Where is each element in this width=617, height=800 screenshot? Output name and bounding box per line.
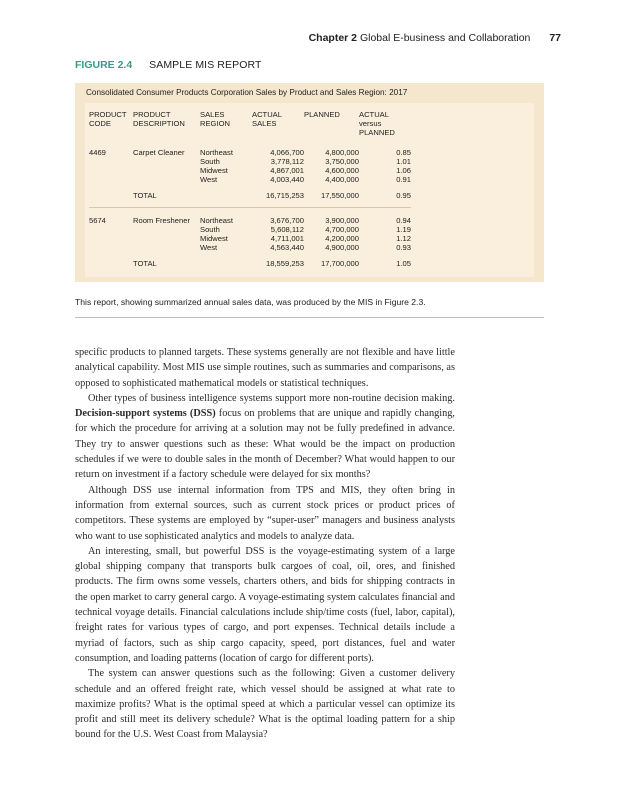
page-number: 77	[549, 32, 561, 44]
figure-caption: This report, showing summarized annual sales data, was produced by the MIS in Figure 2.3.	[75, 297, 426, 307]
product-code: 4469	[89, 148, 106, 157]
ratio-cell: 0.94	[396, 216, 411, 225]
actual-cell: 5,608,112	[270, 225, 304, 234]
planned-cell: 4,900,000	[325, 243, 359, 252]
table-row	[89, 234, 411, 243]
region-cell: West	[200, 175, 218, 184]
col-header-ratio: ACTUAL versus PLANNED	[359, 110, 395, 137]
ratio-cell: 1.01	[396, 157, 411, 166]
ratio-cell: 1.19	[396, 225, 411, 234]
paragraph: An interesting, small, but powerful DSS is the voyage-estimating system of a large global shipping company that transports bulk cargoes of coal, oil, ores, and finished products. The firm owns some vessels, charters others, and bids for shipping contracts in the open market to carry general cargo. A voyage-estimating system calculates financial and technical voyage details. Financial calculations include ship/time costs (fuel, labor, capital), freight rates for various types of cargo, and port expenses. Technical details include a myriad of factors, such as ship cargo capacity, speed, port distances, fuel and water consumption, and loading patterns (location of cargo for different ports).	[75, 545, 455, 664]
report-title: Consolidated Consumer Products Corporation Sales by Product and Sales Region: 2017	[86, 88, 408, 97]
table-row	[89, 157, 411, 166]
ratio-cell: 1.12	[396, 234, 411, 243]
table-row	[89, 175, 411, 184]
table-row	[89, 225, 411, 234]
planned-cell: 4,200,000	[325, 234, 359, 243]
col-header-description: PRODUCT DESCRIPTION	[133, 110, 185, 128]
chapter-title: Global E-business and Collaboration	[359, 32, 531, 44]
col-header-actual: ACTUAL SALES	[252, 110, 282, 128]
actual-cell: 4,711,001	[270, 234, 304, 243]
ratio-cell: 0.91	[396, 175, 411, 184]
paragraph: Other types of business intelligence systems support more non-routine decision making. Decision-support systems (DSS) focus on problems that are unique and rapidly changing, for which the procedure for arriving at a solution may not be fully predefined in advance. They try to answer questions such as these: What would be the impact on production schedules if we were to double sales in the month of December? What would happen to our return on investment if a factory schedule were delayed for six months?	[75, 392, 455, 481]
paragraph: The system can answer questions such as the following: Given a customer delivery schedule and an offered freight rate, which vessel should be assigned at what rate to maximize profits? What is the optimal speed at which a particular vessel can optimize its profit and still meet its delivery schedule? What is the optimal loading pattern for a ship bound for the U.S. West Coast from Malaysia?	[75, 668, 455, 741]
region-cell: South	[200, 157, 220, 166]
table-row	[89, 148, 411, 157]
product-description: Room Freshener	[133, 216, 190, 225]
total-row	[89, 259, 411, 268]
paragraph: Although DSS use internal information from TPS and MIS, they often bring in information from external sources, such as current stock prices or product prices of competitors. These systems are employed by “super-user” managers and business analysts who want to use sophisticated analytics and models to analyze data.	[75, 484, 455, 542]
actual-cell: 4,003,440	[270, 175, 304, 184]
body-text	[75, 345, 455, 743]
total-row	[89, 191, 411, 200]
total-label: TOTAL	[133, 259, 157, 268]
table-row	[89, 243, 411, 252]
figure-name: SAMPLE MIS REPORT	[149, 59, 262, 71]
planned-cell: 3,900,000	[325, 216, 359, 225]
chapter-label: Chapter 2	[308, 32, 358, 44]
col-header-planned: PLANNED	[304, 110, 340, 119]
actual-cell: 3,778,112	[270, 157, 304, 166]
region-cell: Northeast	[200, 216, 233, 225]
planned-cell: 4,400,000	[325, 175, 359, 184]
table-header-row	[89, 110, 411, 137]
region-cell: Midwest	[200, 166, 228, 175]
product-description: Carpet Cleaner	[133, 148, 185, 157]
ratio-cell: 1.06	[396, 166, 411, 175]
mis-report	[75, 83, 544, 282]
figure-number: FIGURE 2.4	[75, 59, 133, 71]
sales-table	[89, 110, 411, 268]
total-actual: 16,715,253	[265, 191, 304, 200]
key-term: Decision-support systems (DSS)	[75, 408, 216, 420]
actual-cell: 4,867,001	[270, 166, 304, 175]
planned-cell: 4,700,000	[325, 225, 359, 234]
actual-cell: 3,676,700	[270, 216, 304, 225]
total-planned: 17,700,000	[320, 259, 359, 268]
figure-divider	[75, 317, 544, 318]
col-header-code: PRODUCT CODE	[89, 110, 127, 128]
total-ratio: 0.95	[396, 191, 411, 200]
total-actual: 18,559,253	[265, 259, 304, 268]
figure-title	[75, 59, 261, 71]
total-ratio: 1.05	[396, 259, 411, 268]
product-code: 5674	[89, 216, 106, 225]
ratio-cell: 0.93	[396, 243, 411, 252]
total-planned: 17,550,000	[320, 191, 359, 200]
region-cell: South	[200, 225, 220, 234]
planned-cell: 3,750,000	[325, 157, 359, 166]
total-label: TOTAL	[133, 191, 157, 200]
table-row	[89, 166, 411, 175]
paragraph: specific products to planned targets. These systems generally are not flexible and have little analytical capability. Most MIS use simple routines, such as summaries and comparisons, as opposed to sophisticated mathematical models or statistical techniques.	[75, 347, 455, 389]
region-cell: West	[200, 243, 218, 252]
region-cell: Northeast	[200, 148, 233, 157]
actual-cell: 4,563,440	[270, 243, 304, 252]
table-row	[89, 216, 411, 225]
col-header-region: SALES REGION	[200, 110, 230, 128]
planned-cell: 4,600,000	[325, 166, 359, 175]
running-header	[309, 32, 561, 44]
actual-cell: 4,066,700	[270, 148, 304, 157]
region-cell: Midwest	[200, 234, 228, 243]
planned-cell: 4,800,000	[325, 148, 359, 157]
ratio-cell: 0.85	[396, 148, 411, 157]
